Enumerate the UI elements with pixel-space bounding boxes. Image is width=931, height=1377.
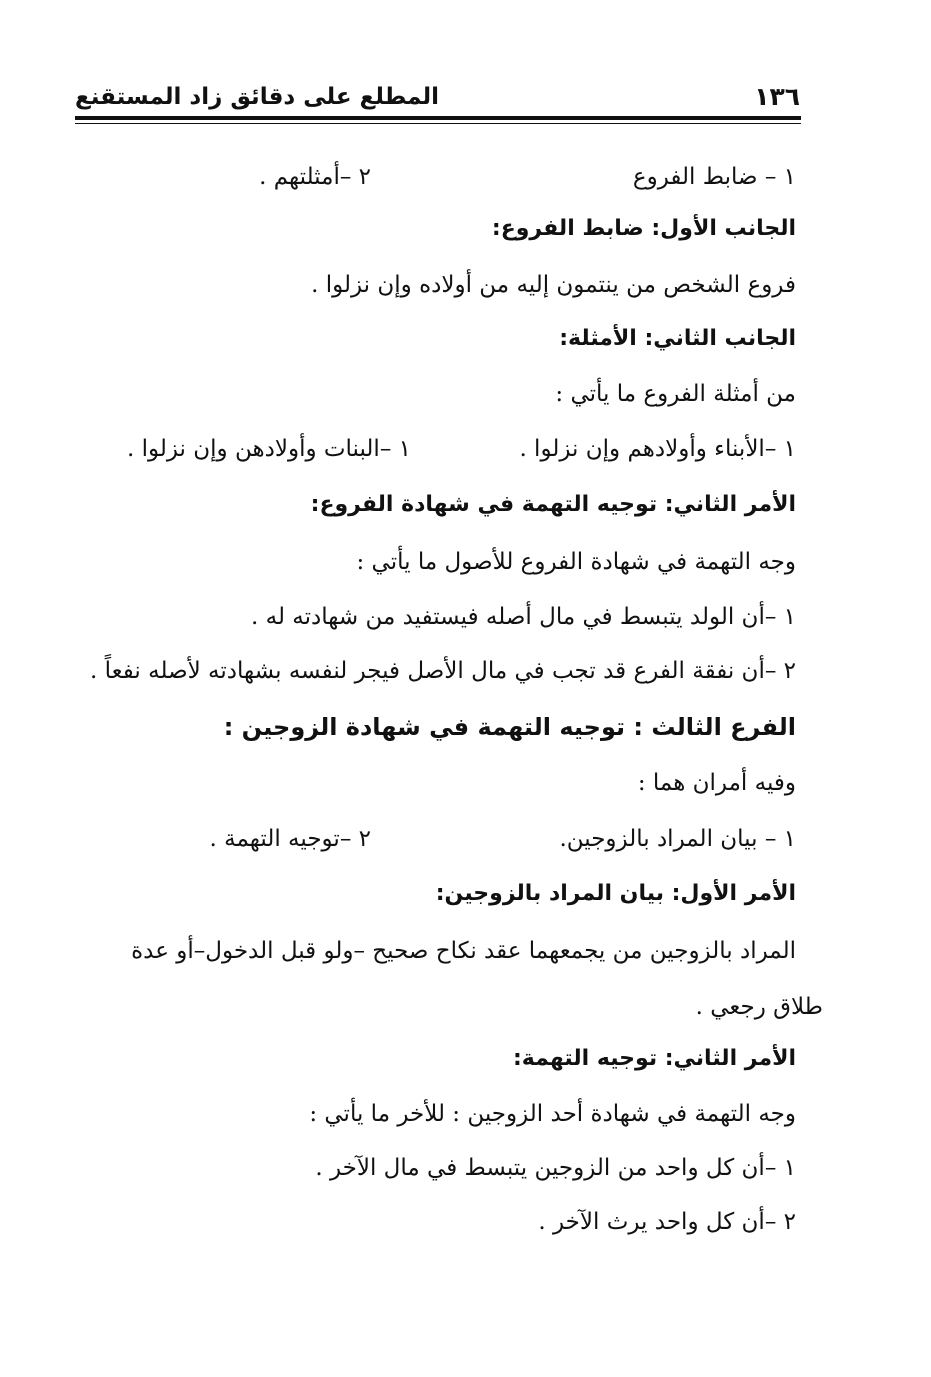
section-heading: الفرع الثالث : توجيه التهمة في شهادة الزوجين : [223,713,796,741]
list-item: ١ –أن كل واحد من الزوجين يتبسط في مال الآخر . [315,1155,796,1181]
list-item: ٢ –أمثلتهم . [259,164,371,190]
paragraph: وجه التهمة في شهادة الفروع للأصول ما يأتي : [356,549,796,575]
section-heading: الجانب الثاني: الأمثلة: [559,326,796,351]
paragraph: طلاق رجعي . [695,994,823,1020]
paragraph: وفيه أمران هما : [637,770,796,796]
paragraph: من أمثلة الفروع ما يأتي : [555,381,796,407]
section-heading: الجانب الأول: ضابط الفروع: [491,216,796,241]
running-title: المطلع على دقائق زاد المستقنع [75,84,440,110]
paragraph: وجه التهمة في شهادة أحد الزوجين : للأخر ما يأتي : [309,1101,796,1127]
list-item: ١ – ضابط الفروع [632,164,796,190]
list-item: ٢ –توجيه التهمة . [209,826,371,852]
page-header [75,78,800,118]
list-item: ٢ –أن كل واحد يرث الآخر . [538,1209,796,1235]
section-heading: الأمر الأول: بيان المراد بالزوجين: [435,881,796,906]
list-item: ١ –الأبناء وأولادهم وإن نزلوا . [519,436,796,462]
list-item: ١ –أن الولد يتبسط في مال أصله فيستفيد من شهادته له . [251,604,796,630]
paragraph: المراد بالزوجين من يجمعهما عقد نكاح صحيح –ولو قبل الدخول–أو عدة [131,938,796,964]
page-number: ١٣٦ [754,82,800,111]
header-rule-thin [75,123,801,124]
section-heading: الأمر الثاني: توجيه التهمة في شهادة الفروع: [310,492,796,517]
section-heading: الأمر الثاني: توجيه التهمة: [513,1046,796,1071]
list-item: ١ – بيان المراد بالزوجين. [559,826,796,852]
list-item: ١ –البنات وأولادهن وإن نزلوا . [126,436,411,462]
list-item: ٢ –أن نفقة الفرع قد تجب في مال الأصل فيجر لنفسه بشهادته لأصله نفعاً . [90,658,796,684]
header-rule-thick [75,116,801,120]
paragraph: فروع الشخص من ينتمون إليه من أولاده وإن نزلوا . [311,272,796,298]
